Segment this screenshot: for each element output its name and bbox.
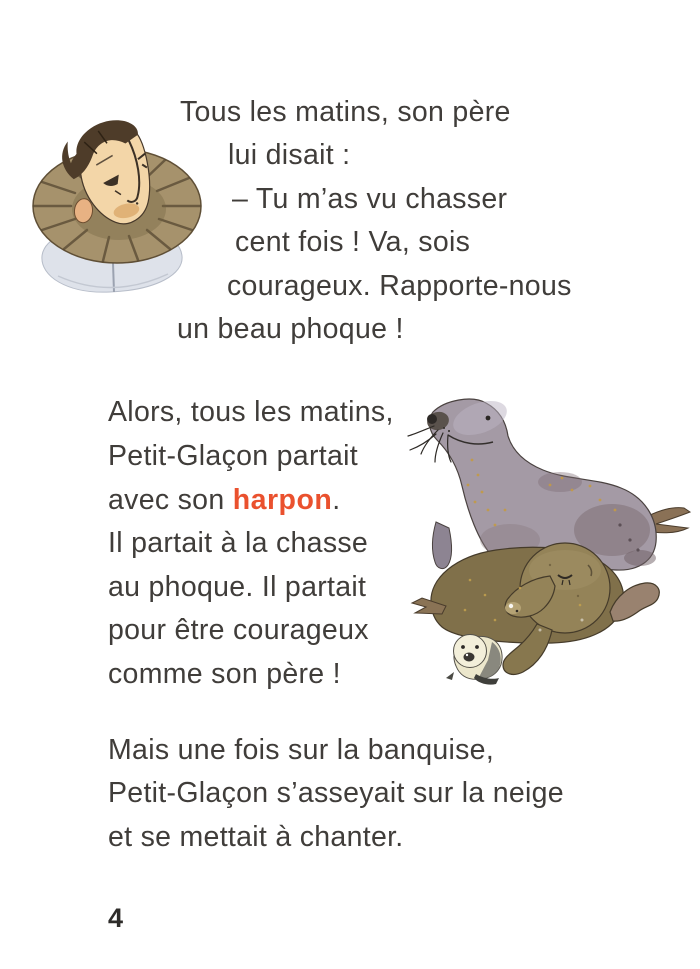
- gray-seal: [408, 394, 690, 570]
- baby-seal-muzzle: [464, 653, 475, 662]
- keyword-suffix: .: [332, 484, 341, 516]
- story-line: – Tu m’as vu chasser: [232, 183, 508, 215]
- story-line: cent fois ! Va, sois: [235, 226, 471, 258]
- baby-seal-head: [454, 635, 487, 668]
- story-line: pour être courageux: [108, 614, 369, 646]
- story-line-keyword: [108, 482, 341, 518]
- story-line: Petit-Glaçon s’asseyait sur la neige: [108, 777, 564, 809]
- boy-illustration: [22, 106, 217, 298]
- story-line: courageux. Rapporte-nous: [227, 270, 572, 302]
- story-line: Petit-Glaçon partait: [108, 440, 358, 472]
- keyword-prefix: avec son: [108, 484, 233, 516]
- story-line: un beau phoque !: [177, 313, 404, 345]
- gray-seal-nose: [427, 414, 437, 424]
- story-line: Alors, tous les matins,: [108, 396, 394, 428]
- page-number: 4: [108, 903, 124, 933]
- baby-seal: [446, 635, 502, 685]
- gray-seal-front-flipper: [432, 522, 451, 569]
- story-line: Tous les matins, son père: [180, 96, 511, 128]
- story-line: Mais une fois sur la banquise,: [108, 734, 495, 766]
- gray-seal-eye: [486, 416, 491, 421]
- story-line: Il partait à la chasse: [108, 527, 369, 559]
- story-line: comme son père !: [108, 658, 341, 690]
- story-line: et se mettait à chanter.: [108, 821, 404, 853]
- seals-illustration: [400, 390, 700, 700]
- story-line: lui disait :: [228, 139, 351, 171]
- keyword-harpon: harpon: [232, 484, 333, 516]
- story-line: au phoque. Il partait: [108, 571, 367, 603]
